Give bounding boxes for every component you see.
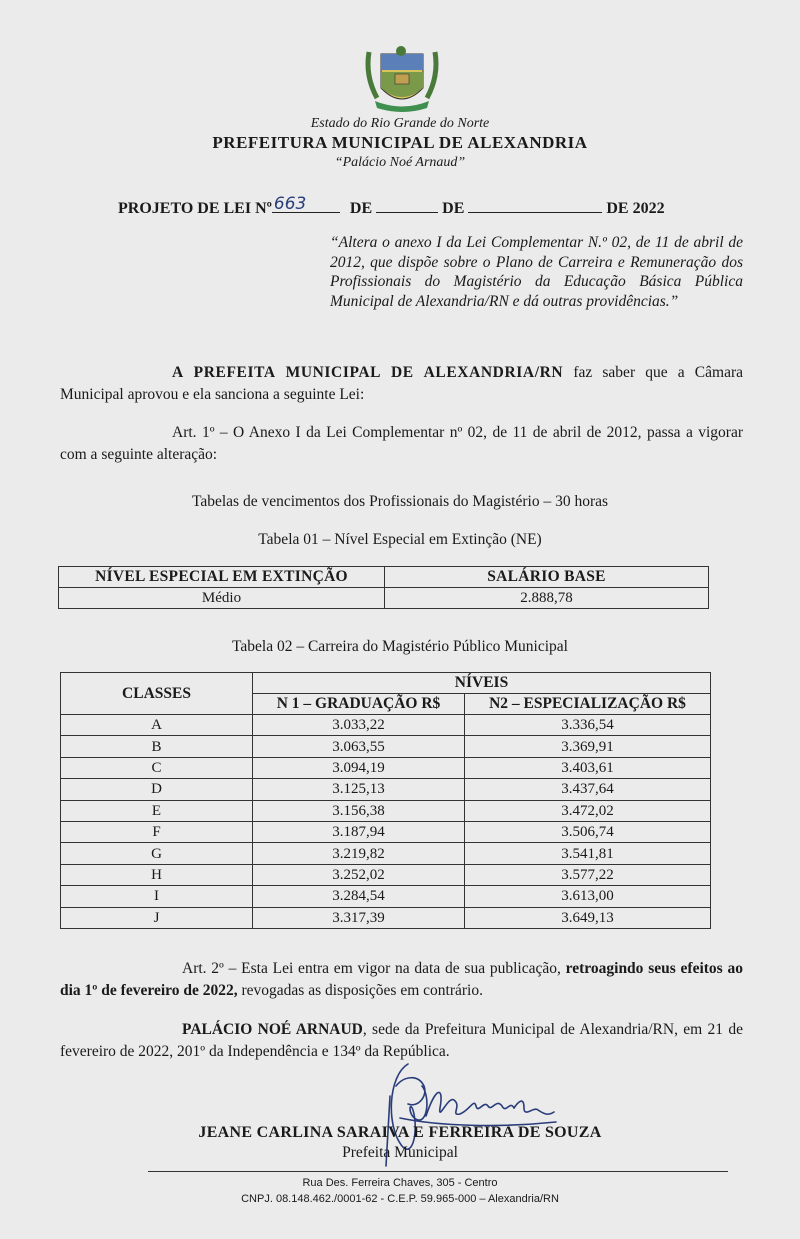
table2-n1-cell: 3.219,82 <box>253 843 465 864</box>
table2-class-cell: F <box>61 821 253 842</box>
table2-class-cell: J <box>61 907 253 928</box>
table-row <box>61 757 711 778</box>
table2-n1-cell: 3.317,39 <box>253 907 465 928</box>
table1-header-nivel: NÍVEL ESPECIAL EM EXTINÇÃO <box>59 567 385 588</box>
table2-n1-cell: 3.284,54 <box>253 886 465 907</box>
table1-cell-salario: 2.888,78 <box>385 588 709 609</box>
table-row <box>61 864 711 885</box>
table-nivel-especial <box>58 566 709 609</box>
table2-class-cell: H <box>61 864 253 885</box>
table2-caption: Tabela 02 – Carreira do Magistério Público Municipal <box>232 638 568 655</box>
article-1: Art. 1º – O Anexo I da Lei Complementar nº 02, de 11 de abril de 2012, passa a vigorar com a seguinte alteração: <box>60 424 743 463</box>
table2-class-cell: C <box>61 757 253 778</box>
article-2 <box>60 958 743 1002</box>
table2-n2-cell: 3.369,91 <box>465 736 711 757</box>
table2-n1-cell: 3.252,02 <box>253 864 465 885</box>
table-row <box>61 779 711 800</box>
table-row <box>61 886 711 907</box>
tables-caption: Tabelas de vencimentos dos Profissionais do Magistério – 30 horas <box>191 493 609 510</box>
table2-n1-cell: 3.063,55 <box>253 736 465 757</box>
table-carreira <box>60 672 711 929</box>
table2-class-cell: D <box>61 779 253 800</box>
paragraph-promulgation-rest: faz saber que a Câmara Municipal aprovou e ela sanciona a seguinte Lei: <box>60 364 743 403</box>
table-row <box>61 907 711 928</box>
table2-n2-cell: 3.472,02 <box>465 800 711 821</box>
bill-year: DE 2022 <box>606 200 665 217</box>
table2-class-cell: E <box>61 800 253 821</box>
table-row <box>61 800 711 821</box>
ementa: “Altera o anexo I da Lei Complementar N.º 02, de 11 de abril de 2012, que dispõe sobre o Plano de Carreira e Remuneração dos Profissionais do Magistério da Educação Básica Pública Municipal de Alexandria/RN e dá outras providências.” <box>330 234 743 310</box>
article-2-end: revogadas as disposições em contrário. <box>237 982 483 999</box>
signer-role: Prefeita Municipal <box>342 1144 458 1161</box>
footer-address: Rua Des. Ferreira Chaves, 305 - Centro <box>302 1177 498 1189</box>
prefeitura-title: PREFEITURA MUNICIPAL DE ALEXANDRIA <box>212 133 588 152</box>
table1-cell-nivel: Médio <box>59 588 385 609</box>
table2-n2-cell: 3.437,64 <box>465 779 711 800</box>
closing-rest: , sede da Prefeitura Municipal de Alexandria/RN, em 21 de fevereiro de 2022, 201º da Independência e 134º da República. <box>60 1021 743 1060</box>
signer-name: JEANE CARLINA SARAIVA E FERREIRA DE SOUZA <box>198 1124 602 1141</box>
table2-n2-cell: 3.577,22 <box>465 864 711 885</box>
table2-n1-cell: 3.094,19 <box>253 757 465 778</box>
table2-n1-cell: 3.125,13 <box>253 779 465 800</box>
table2-n2-cell: 3.613,00 <box>465 886 711 907</box>
table2-class-cell: I <box>61 886 253 907</box>
article-2-bold: retroagindo seus efeitos ao dia 1º de fevereiro de 2022, <box>60 960 743 999</box>
footer-divider <box>148 1171 728 1172</box>
closing-bold: PALÁCIO NOÉ ARNAUD <box>182 1021 363 1038</box>
paragraph-promulgation-bold: A PREFEITA MUNICIPAL DE ALEXANDRIA/RN <box>172 364 564 381</box>
table2-header-n2: N2 – ESPECIALIZAÇÃO R$ <box>465 694 711 715</box>
state-name: Estado do Rio Grande do Norte <box>310 116 490 131</box>
table1-header-salario: SALÁRIO BASE <box>385 567 709 588</box>
table2-n1-cell: 3.033,22 <box>253 715 465 736</box>
bill-title <box>118 194 665 218</box>
table2-header-n1: N 1 – GRADUAÇÃO R$ <box>253 694 465 715</box>
table2-n2-cell: 3.541,81 <box>465 843 711 864</box>
footer-ids: CNPJ. 08.148.462./0001-62 - C.E.P. 59.965-000 – Alexandria/RN <box>241 1193 559 1205</box>
bill-de1: DE <box>349 200 373 217</box>
bill-prefix: PROJETO DE LEI Nº <box>118 200 272 217</box>
table2-body <box>61 715 711 929</box>
bill-number: 663 <box>273 194 307 214</box>
table2-n2-cell: 3.649,13 <box>465 907 711 928</box>
table2-n2-cell: 3.403,61 <box>465 757 711 778</box>
table2-n2-cell: 3.506,74 <box>465 821 711 842</box>
bill-de2: DE <box>442 200 465 217</box>
table2-class-cell: A <box>61 715 253 736</box>
table2-header-classes: CLASSES <box>61 673 253 715</box>
table-row <box>61 715 711 736</box>
coat-of-arms-icon <box>357 46 447 116</box>
table2-header-niveis: NÍVEIS <box>253 673 711 694</box>
table2-n2-cell: 3.336,54 <box>465 715 711 736</box>
table2-n1-cell: 3.187,94 <box>253 821 465 842</box>
table2-n1-cell: 3.156,38 <box>253 800 465 821</box>
table1-caption: Tabela 01 – Nível Especial em Extinção (NE) <box>258 531 542 548</box>
table-row <box>61 843 711 864</box>
paragraph-promulgation <box>60 362 743 406</box>
palace-name: “Palácio Noé Arnaud” <box>334 155 466 170</box>
table-row <box>61 821 711 842</box>
table2-class-cell: B <box>61 736 253 757</box>
table2-class-cell: G <box>61 843 253 864</box>
table-row <box>61 736 711 757</box>
article-2-start: Art. 2º – Esta Lei entra em vigor na data de sua publicação, <box>182 960 566 977</box>
